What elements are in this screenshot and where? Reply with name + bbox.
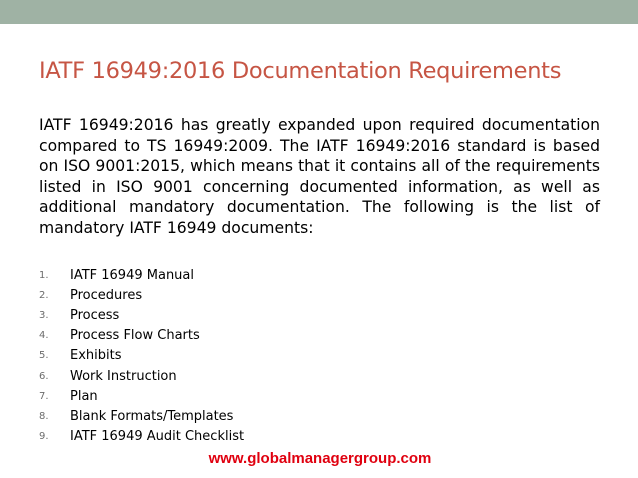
list-item-number: 9. <box>39 431 49 443</box>
list-item <box>39 265 244 285</box>
list-item-number: 8. <box>39 410 49 422</box>
list-item-number: 7. <box>39 390 49 402</box>
list-item <box>39 427 244 447</box>
list-item-number: 2. <box>39 289 49 301</box>
slide-title: IATF 16949:2016 Documentation Requirements <box>39 58 562 84</box>
list-item-label: Procedures <box>70 287 143 303</box>
list-item-number: 1. <box>39 269 49 281</box>
list-item-number: 6. <box>39 370 49 382</box>
list-item-number: 4. <box>39 330 49 342</box>
mandatory-documents-list <box>39 265 244 447</box>
list-item-label: Plan <box>70 388 98 404</box>
list-item-label: IATF 16949 Audit Checklist <box>70 429 245 445</box>
list-item <box>39 346 244 366</box>
list-item <box>39 305 244 325</box>
list-item <box>39 366 244 386</box>
list-item-number: 3. <box>39 309 49 321</box>
list-item <box>39 285 244 305</box>
list-item-label: Process Flow Charts <box>70 328 200 344</box>
list-item <box>39 406 244 426</box>
list-item-label: Blank Formats/Templates <box>70 408 234 424</box>
list-item <box>39 386 244 406</box>
list-item-label: Exhibits <box>70 348 122 364</box>
list-item <box>39 326 244 346</box>
list-item-label: IATF 16949 Manual <box>70 267 194 283</box>
intro-paragraph: IATF 16949:2016 has greatly expanded upon required documentation compared to TS 16949:2009. The IATF 16949:2016 standard is based on ISO 9001:2015, which means that it contains all of the requirements listed in ISO 9001 concerning documented information, as well as additional mandatory documentation. The following is the list of mandatory IATF 16949 documents: <box>39 116 600 237</box>
list-item-label: Work Instruction <box>70 368 177 384</box>
top-decorative-band <box>0 0 638 24</box>
list-item-label: Process <box>70 307 120 323</box>
list-item-number: 5. <box>39 350 49 362</box>
website-link[interactable]: www.globalmanagergroup.com <box>208 450 432 467</box>
